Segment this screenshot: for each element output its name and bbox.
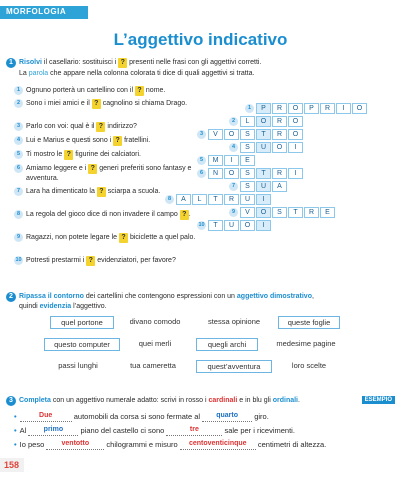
question-mark-icon: ? (96, 122, 105, 132)
grid-row-number: 4 (229, 143, 238, 152)
answer-field[interactable]: centoventicinque (180, 439, 256, 450)
grid-cell[interactable]: U (224, 220, 239, 231)
grid-cell[interactable]: U (256, 142, 271, 153)
grid-cell[interactable]: N (208, 168, 223, 179)
grid-cell[interactable]: I (336, 103, 351, 114)
grid-cell[interactable]: M (208, 155, 223, 166)
grid-row-number: 6 (197, 169, 206, 178)
grid-cell[interactable]: O (288, 103, 303, 114)
answer-field[interactable]: quarto (202, 411, 252, 422)
grid-cell[interactable]: T (208, 220, 223, 231)
grid-cell[interactable]: O (288, 116, 303, 127)
question-mark-icon: ? (113, 136, 122, 146)
bullet-icon: • (14, 440, 17, 449)
grid-cell[interactable]: R (224, 194, 239, 205)
grid-cell[interactable]: R (272, 168, 287, 179)
grid-cell[interactable]: T (208, 194, 223, 205)
fill-line: • Due automobili da corsa si sono fermate al quarto giro. (14, 412, 269, 421)
section-label: MORFOLOGIA (6, 7, 67, 16)
phrase-card[interactable]: quei merli (138, 339, 172, 348)
sentence-item: 3 Parlo con voi: qual è il ? indirizzo? (14, 122, 204, 132)
grid-cell[interactable]: L (192, 194, 207, 205)
answer-field[interactable]: primo (28, 425, 78, 436)
grid-cell[interactable]: R (272, 103, 287, 114)
sentence-item: 7 Lara ha dimenticato la ? sciarpa a scuola. (14, 187, 204, 197)
grid-cell[interactable]: O (256, 116, 271, 127)
phrase-card[interactable]: questo computer (44, 338, 120, 351)
grid-cell[interactable]: S (272, 207, 287, 218)
grid-cell[interactable]: P (256, 103, 271, 114)
exercise2-instruction-line1: 2 Ripassa il contorno dei cartellini che contengono espressioni con un aggettivo dimostrativo, (6, 292, 314, 302)
question-mark-icon: ? (64, 150, 73, 160)
grid-cell[interactable]: S (240, 181, 255, 192)
grid-cell[interactable]: T (256, 168, 271, 179)
grid-cell[interactable]: T (256, 129, 271, 140)
bullet-icon: • (14, 426, 17, 435)
exercise1-instruction-line2: La parola che appare nella colonna colorata ti dice di quali aggettivi si tratta. (19, 70, 255, 77)
sentence-item: 1 Ognuno porterà un cartellino con il ? nome. (14, 86, 204, 96)
grid-row-number: 9 (229, 208, 238, 217)
example-badge: ESEMPIO (362, 396, 395, 404)
grid-cell[interactable]: E (240, 155, 255, 166)
exercise1-number: 1 (6, 58, 16, 68)
grid-row-number: 7 (229, 182, 238, 191)
question-mark-icon: ? (88, 164, 97, 174)
grid-row-number: 8 (165, 195, 174, 204)
grid-cell[interactable]: R (272, 116, 287, 127)
exercise2-instruction-line2: quindi evidenzia l’aggettivo. (19, 303, 107, 310)
question-mark-icon: ? (86, 256, 95, 266)
fill-line: • Al primo piano del castello ci sono tre sale per i ricevimenti. (14, 426, 295, 435)
sentence-item: 10 Potresti prestarmi i ? evidenziatori, per favore? (15, 257, 176, 264)
sentence-item: 8 La regola del gioco dice di non invadere il campo ? . (14, 210, 204, 220)
question-mark-icon: ? (135, 86, 144, 96)
phrase-card[interactable]: quegli archi (196, 338, 258, 351)
grid-cell[interactable]: S (240, 142, 255, 153)
grid-cell[interactable]: I (288, 142, 303, 153)
sentence-item: 2 Sono i miei amici e il ? cagnolino si chiama Drago. (14, 99, 204, 109)
exercise2-number: 2 (6, 292, 16, 302)
grid-cell[interactable]: O (224, 129, 239, 140)
grid-row-number: 3 (197, 130, 206, 139)
sentence-item: 5 Ti mostro le ? figurine dei calciatori. (14, 150, 204, 160)
sentence-item: 4 Lui e Marius e questi sono i ? fratellini. (14, 136, 204, 146)
phrase-card[interactable]: divano comodo (129, 317, 181, 326)
grid-cell[interactable]: O (240, 220, 255, 231)
grid-cell[interactable]: L (240, 116, 255, 127)
question-mark-icon: ? (119, 233, 128, 243)
grid-cell[interactable]: I (256, 220, 271, 231)
grid-cell[interactable]: O (272, 142, 287, 153)
grid-cell[interactable]: O (288, 129, 303, 140)
phrase-card[interactable]: passi lunghi (58, 361, 98, 370)
sentence-item: 6 Amiamo leggere e i ? generi preferiti sono fantasy e avventura. (14, 164, 204, 183)
phrase-card[interactable]: stessa opinione (207, 317, 261, 326)
grid-row-number: 1 (245, 104, 254, 113)
sentence-item: 9 Ragazzi, non potete legare le ? biciclette a quel palo. (14, 233, 204, 243)
grid-cell[interactable]: R (304, 207, 319, 218)
grid-cell[interactable]: P (304, 103, 319, 114)
answer-field[interactable]: Due (20, 411, 72, 422)
question-mark-icon: ? (97, 187, 106, 197)
phrase-card[interactable]: quel portone (50, 316, 114, 329)
question-mark-icon: ? (92, 99, 101, 109)
grid-cell[interactable]: I (288, 168, 303, 179)
grid-cell[interactable]: E (320, 207, 335, 218)
answer-field[interactable]: tre (166, 425, 222, 436)
phrase-card[interactable]: medesime pagine (276, 339, 336, 348)
grid-cell[interactable]: O (256, 207, 271, 218)
phrase-card[interactable]: tua cameretta (130, 361, 176, 370)
grid-cell[interactable]: S (240, 168, 255, 179)
grid-cell[interactable]: O (224, 168, 239, 179)
grid-row-number: 5 (197, 156, 206, 165)
page-number: 158 (4, 460, 20, 470)
grid-cell[interactable]: R (320, 103, 335, 114)
phrase-card[interactable]: loro scelte (291, 361, 327, 370)
question-mark-icon: ? (180, 210, 189, 220)
grid-row-number: 2 (229, 117, 238, 126)
grid-cell[interactable]: R (272, 129, 287, 140)
exercise3-number: 3 (6, 396, 16, 406)
exercise1-instruction-line1: 1 Risolvi il casellario: sostituisci i ? presenti nelle frasi con gli aggettivi corretti. (6, 58, 261, 68)
section-header-band (0, 6, 88, 19)
page-title: L’aggettivo indicativo (113, 30, 288, 49)
grid-cell[interactable]: T (288, 207, 303, 218)
bullet-icon: • (14, 412, 17, 421)
fill-line: • Io peso ventotto chilogrammi e misuro centoventicinque centimetri di altezza. (14, 440, 327, 449)
grid-cell[interactable]: A (272, 181, 287, 192)
exercise3-instruction: 3 Completa con un aggettivo numerale adatto: scrivi in rosso i cardinali e in blu gli ordinali. (6, 396, 396, 406)
phrase-card[interactable]: quest’avventura (196, 360, 272, 373)
phrase-card[interactable]: queste foglie (278, 316, 340, 329)
grid-cell[interactable]: U (240, 194, 255, 205)
question-mark-icon: ? (118, 58, 127, 68)
grid-cell[interactable]: S (240, 129, 255, 140)
grid-cell[interactable]: O (352, 103, 367, 114)
grid-cell[interactable]: U (256, 181, 271, 192)
grid-cell[interactable]: V (208, 129, 223, 140)
answer-field[interactable]: ventotto (46, 439, 104, 450)
page-number-box (0, 458, 24, 472)
grid-cell[interactable]: V (240, 207, 255, 218)
grid-cell[interactable]: I (224, 155, 239, 166)
grid-row-number: 10 (198, 222, 205, 228)
grid-cell[interactable]: A (176, 194, 191, 205)
grid-cell[interactable]: I (256, 194, 271, 205)
